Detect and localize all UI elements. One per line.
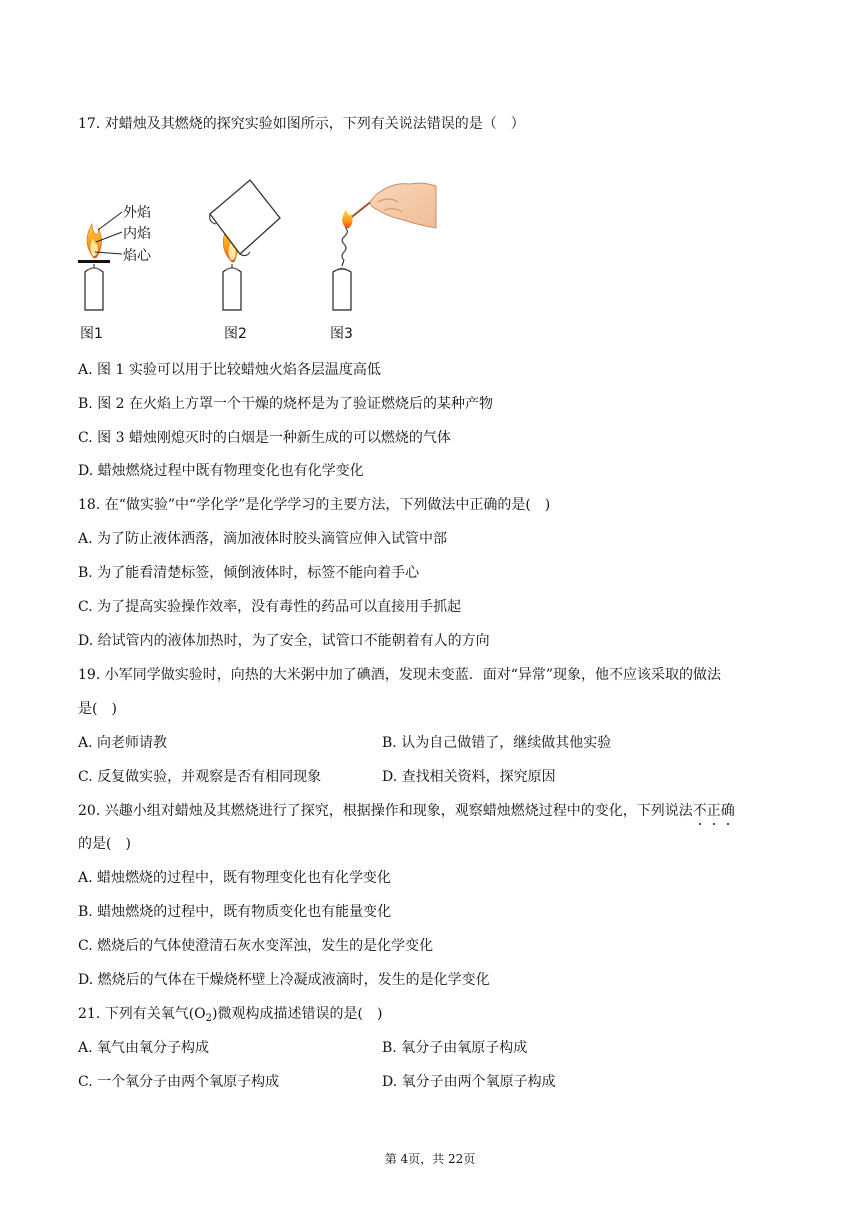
question-21-option-a[interactable]: A. 氧气由氧分子构成 [78,1040,210,1056]
candle-body [85,268,103,310]
emphasis-char: 正 [706,803,721,819]
question-17-stem: 17. 对蜡烛及其燃烧的探究实验如图所示，下列有关说法错误的是（ ） [78,116,525,132]
page-footer: 第 4页，共 22页 [384,1152,476,1166]
question-18-option-b[interactable]: B. 为了能看清楚标签，倾倒液体时，标签不能向着手心 [78,565,420,581]
inverted-beaker [210,180,280,256]
label-outer-flame: 外焰 [123,205,151,221]
label-flame-core: 焰心 [123,248,151,264]
question-18-option-c[interactable]: C. 为了提高实验操作效率，没有毒性的药品可以直接用手抓起 [78,599,462,615]
label-inner-flame: 内焰 [123,226,151,242]
candle-body [223,268,241,310]
question-17-option-b[interactable]: B. 图 2 在火焰上方罩一个干燥的烧杯是为了验证燃烧后的某种产物 [78,396,493,412]
candle-experiment-figure [78,172,438,344]
question-17-option-c[interactable]: C. 图 3 蜡烛刚熄灭时的白烟是一种新生成的可以燃烧的气体 [78,430,451,446]
subscript: 2 [205,1013,213,1024]
hand [370,183,436,228]
candle-body [333,269,351,310]
figure-2-label: 图2 [224,326,247,342]
question-21-option-b[interactable]: B. 氧分子由氧原子构成 [382,1040,528,1056]
question-19-stem: 19. 小军同学做实验时，向热的大米粥中加了碘酒，发现未变蓝．面对“异常”现象，他不应该采取的做法 [78,667,722,683]
figure-3-label: 图3 [330,326,353,342]
question-21-option-c[interactable]: C. 一个氧分子由两个氧原子构成 [78,1074,280,1090]
question-21-stem: 21. 下列有关氧气$(O_2)$微观构成描述错误的是( ) [78,1006,383,1024]
question-19-option-b[interactable]: B. 认为自己做错了，继续做其他实验 [382,735,612,751]
question-19-option-c[interactable]: C. 反复做实验，并观察是否有相同现象 [78,769,322,785]
question-18-option-a[interactable]: A. 为了防止液体洒落，滴加液体时胶头滴管应伸入试管中部 [78,531,448,547]
question-20-stem-continued: 的是( ) [78,836,131,852]
question-18-option-d[interactable]: D. 给试管内的液体加热时，为了安全，试管口不能朝着有人的方向 [78,633,490,649]
emphasis-char: 不 [692,803,707,819]
question-20-option-d[interactable]: D. 燃烧后的气体在干燥烧杯壁上冷凝成液滴时，发生的是化学变化 [78,972,490,988]
emphasis-char: 确 [720,803,735,819]
question-19-option-a[interactable]: A. 向老师请教 [78,735,168,751]
question-20-option-a[interactable]: A. 蜡烛燃烧的过程中，既有物理变化也有化学变化 [78,870,392,886]
figure-1 [78,205,152,342]
question-18-stem: 18. 在“做实验”中“学化学”是化学学习的主要方法，下列做法中正确的是( ) [78,497,551,513]
question-20-stem: 20. 兴趣小组对蜡烛及其燃烧进行了探究，根据操作和现象，观察蜡烛燃烧过程中的变化，下列说法不正确 [78,803,735,819]
figure-3 [330,183,436,342]
question-21-option-d[interactable]: D. 氧分子由两个氧原子构成 [382,1074,556,1090]
wooden-stick [78,260,110,263]
question-20-option-c[interactable]: C. 燃烧后的气体使澄清石灰水变浑浊，发生的是化学变化 [78,938,434,954]
question-19-stem-continued: 是( ) [78,701,117,717]
figure-1-label: 图1 [80,326,103,342]
figure-2 [210,180,280,342]
question-17-option-d[interactable]: D. 蜡烛燃烧过程中既有物理变化也有化学变化 [78,463,364,479]
question-19-option-d[interactable]: D. 查找相关资料，探究原因 [382,769,556,785]
question-17-option-a[interactable]: A. 图 1 实验可以用于比较蜡烛火焰各层温度高低 [78,362,381,378]
question-20-option-b[interactable]: B. 蜡烛燃烧的过程中，既有物质变化也有能量变化 [78,904,392,920]
